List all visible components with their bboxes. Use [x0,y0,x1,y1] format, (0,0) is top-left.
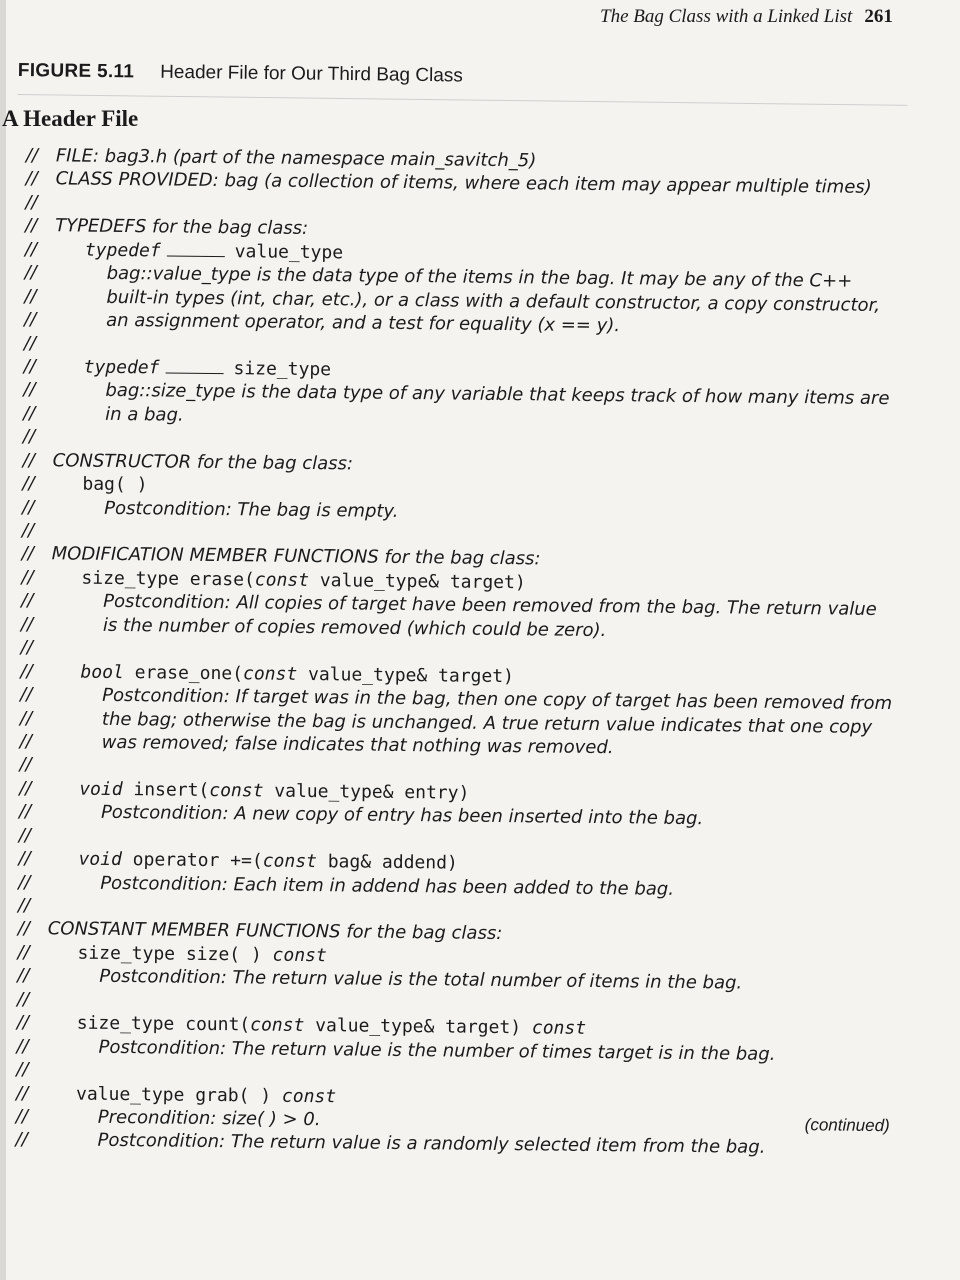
code-text: bag::size_type is the data type of any variable that keeps track of how many items are [105,380,890,410]
comment-marker: // [23,332,37,354]
code-text: is the number of copies removed (which could be zero). [102,614,607,641]
code-text: CLASS PROVIDED: bag (a collection of items, where each item may appear multiple times) [55,168,872,199]
comment-marker: // [16,988,30,1010]
code-listing [15,144,926,1161]
comment-marker: // [19,707,33,729]
figure-caption [18,60,908,106]
code-keyword: const [209,779,264,802]
comment-marker: // [20,684,33,706]
comment-marker: // [22,496,35,518]
code-keyword: const [254,569,310,591]
comment-marker: // [24,238,38,260]
typedef-blank [165,358,223,374]
code-signature: value_type& target) [297,663,515,687]
code-keyword: const [242,662,298,685]
page-binding-edge [0,0,6,1280]
comment-marker: // [25,144,39,167]
code-text: Postcondition: The return value is the total number of items in the bag. [99,966,743,994]
code-text: Postcondition: The return value is a randomly selected item from the bag. [97,1130,766,1159]
comment-marker: // [16,1012,30,1034]
code-keyword: typedef [84,239,161,262]
comment-marker: // [18,848,31,870]
comment-marker: // [15,1129,28,1151]
code-keyword: const [531,1017,587,1040]
code-signature: size_type count( [76,1012,251,1036]
code-text: an assignment operator, and a test for equality (x == y). [106,309,621,337]
code-signature: operator +=( [121,849,263,872]
running-head-title: The Bag Class with a Linked List [600,6,853,27]
section-heading: A Header File [2,106,139,131]
code-signature: insert( [122,778,210,801]
code-text: Postcondition: A new copy of entry has been inserted into the bag. [100,802,704,830]
code-text: MODIFICATION MEMBER FUNCTIONS for the bag class: [51,543,541,570]
code-text: Postcondition: The bag is empty. [104,497,399,522]
code-identifier: size_type [233,358,332,381]
figure-title: Header File for Our Third Bag Class [160,61,463,87]
continued-note: (continued) [804,1115,890,1136]
code-signature: bag( ) [82,473,148,496]
code-signature: value_type& target) [304,1015,533,1039]
code-signature: value_type& entry) [263,780,470,804]
code-text: Postcondition: The return value is the number of times target is in the bag. [98,1036,776,1065]
code-keyword: const [262,850,318,873]
code-text: bag::value_type is the data type of the items in the bag. It may be any of the C++ [106,263,853,292]
code-text: TYPEDEFS for the bag class: [55,215,309,240]
code-signature: value_type grab( ) [75,1083,283,1107]
code-signature: value_type& target) [308,569,526,594]
comment-marker: // [25,191,38,213]
comment-marker: // [25,215,38,237]
comment-marker: // [16,1059,29,1081]
page-number: 261 [864,6,893,27]
code-text: Postcondition: If target was in the bag, then one copy of target has been removed from [102,684,893,715]
comment-marker: // [19,777,32,799]
comment-marker: // [23,355,36,378]
running-head [600,6,920,36]
comment-marker: // [17,941,30,963]
code-keyword: typedef [83,356,160,379]
comment-marker: // [20,637,33,659]
code-keyword: bool [80,661,124,683]
comment-marker: // [21,519,35,542]
comment-marker: // [17,894,31,917]
comment-marker: // [16,1035,29,1057]
code-keyword: const [250,1014,305,1037]
comment-marker: // [21,543,34,565]
code-keyword: void [79,778,123,800]
comment-marker: // [17,965,30,987]
code-text: Precondition: size( ) > 0. [97,1106,321,1131]
comment-marker: // [17,918,31,940]
comment-marker: // [19,754,32,776]
comment-marker: // [24,285,37,307]
code-text: CONSTRUCTOR for the bag class: [52,449,354,475]
code-signature: size_type size( ) [77,942,273,966]
code-text: FILE: bag3.h (part of the namespace main_savitch_5) [55,145,537,172]
code-text: Postcondition: Each item in addend has been added to the bag. [100,872,675,900]
code-signature: size_type erase( [81,567,255,591]
comment-marker: // [15,1105,29,1128]
comment-marker: // [21,590,34,612]
comment-marker: // [20,613,34,635]
typedef-blank [167,241,225,257]
code-text: in a bag. [105,403,184,426]
code-text: the bag; otherwise the bag is unchanged. A true return value indicates that one copy [101,708,873,738]
code-identifier: value_type [234,240,344,264]
code-text: Postcondition: All copies of target have been removed from the bag. The return value [103,591,877,621]
figure-label: FIGURE 5.11 [17,60,135,83]
comment-marker: // [21,566,34,588]
comment-marker: // [18,871,31,893]
comment-marker: // [25,168,38,190]
comment-marker: // [15,1082,29,1104]
code-signature: erase_one( [123,661,244,684]
comment-marker: // [22,473,35,495]
comment-marker: // [23,402,36,424]
comment-marker: // [24,262,37,284]
code-text: built-in types (int, char, etc.), or a class with a default constructor, a copy constructor, [106,286,881,316]
code-keyword: const [272,944,327,967]
code-signature: bag& addend) [316,851,458,874]
comment-marker: // [18,801,32,823]
comment-marker: // [18,824,32,846]
comment-marker: // [20,660,33,682]
code-keyword: const [281,1085,337,1107]
comment-marker: // [22,449,35,471]
code-text: was removed; false indicates that nothing was removed. [101,731,614,759]
code-text: CONSTANT MEMBER FUNCTIONS for the bag class: [47,918,503,945]
comment-marker: // [22,426,36,448]
comment-marker: // [23,379,36,401]
comment-marker: // [19,730,32,753]
comment-marker: // [24,309,37,331]
code-keyword: void [78,848,122,871]
